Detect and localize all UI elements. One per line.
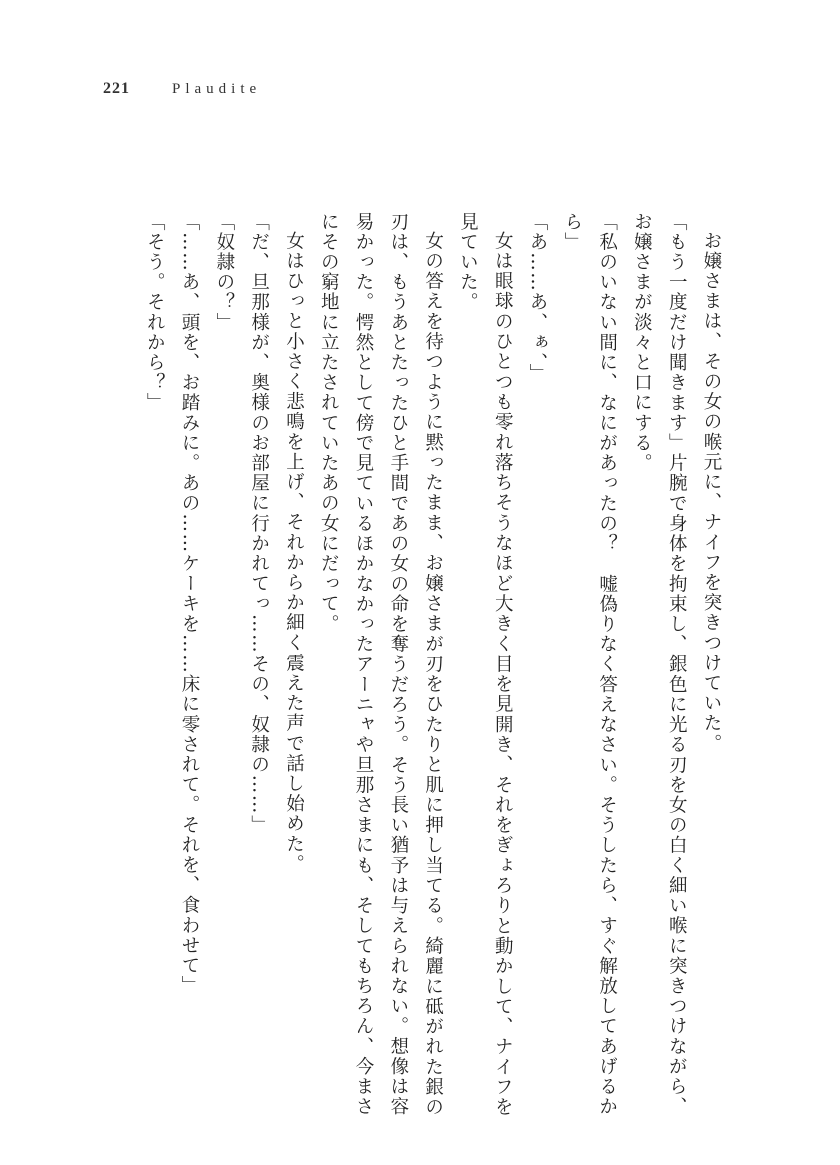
paragraph: 「だ、旦那様が、奥様のお部屋に行かれてっ……その、奴隷の……」 [248,212,270,836]
page-number: 221 [103,80,130,97]
paragraph: 女は眼球のひとつも零れ落ちそうなほど大きく目を見開き、それをぎょろりと動かして、ナイフを見ていた。 [457,212,514,1117]
paragraph: 女の答えを待つように黙ったまま、お嬢さまが刃をひたりと肌に押し当てる。綺麗に砥がれた銀の刃は、もうあとたったひと手間であの女の命を奪うだろう。そう長い猶予は与えられない。想像は容易かった。愕然として傍で見ているほかなかったアーニャや旦那さまにも、そしてもちろん、今まさにその窮地に立たされていたあの女にだって。 [318,212,444,1117]
paragraph: 「あ……あ、ぁ、」 [527,212,549,384]
running-title: Plaudite [172,80,262,97]
paragraph: 「もう一度だけ聞きます」片腕で身体を拘束し、銀色に光る刃を女の白く細い喉に突きつけながら、お嬢さまが淡々と口にする。 [631,212,688,1117]
paragraph: 「……あ、頭を、お踏みに。あの……ケーキを……床に零されて。それを、食わせて」 [179,212,201,996]
paragraph: 「私のいない間に、なにがあったの？ 嘘偽りなく答えなさい。そうしたら、すぐ解放してあげるから」 [561,212,618,1117]
paragraph: 女はひっと小さく悲鳴を上げ、それからか細く震えた声で話し始めた。 [283,230,305,874]
vertical-body-text [102,212,728,1117]
running-header [103,74,261,104]
paragraph: 「奴隷の？」 [213,212,235,333]
paragraph: お嬢さまは、その女の喉元に、ナイフを突きつけていた。 [701,230,722,754]
paragraph: 「そう。それから？」 [144,212,166,413]
